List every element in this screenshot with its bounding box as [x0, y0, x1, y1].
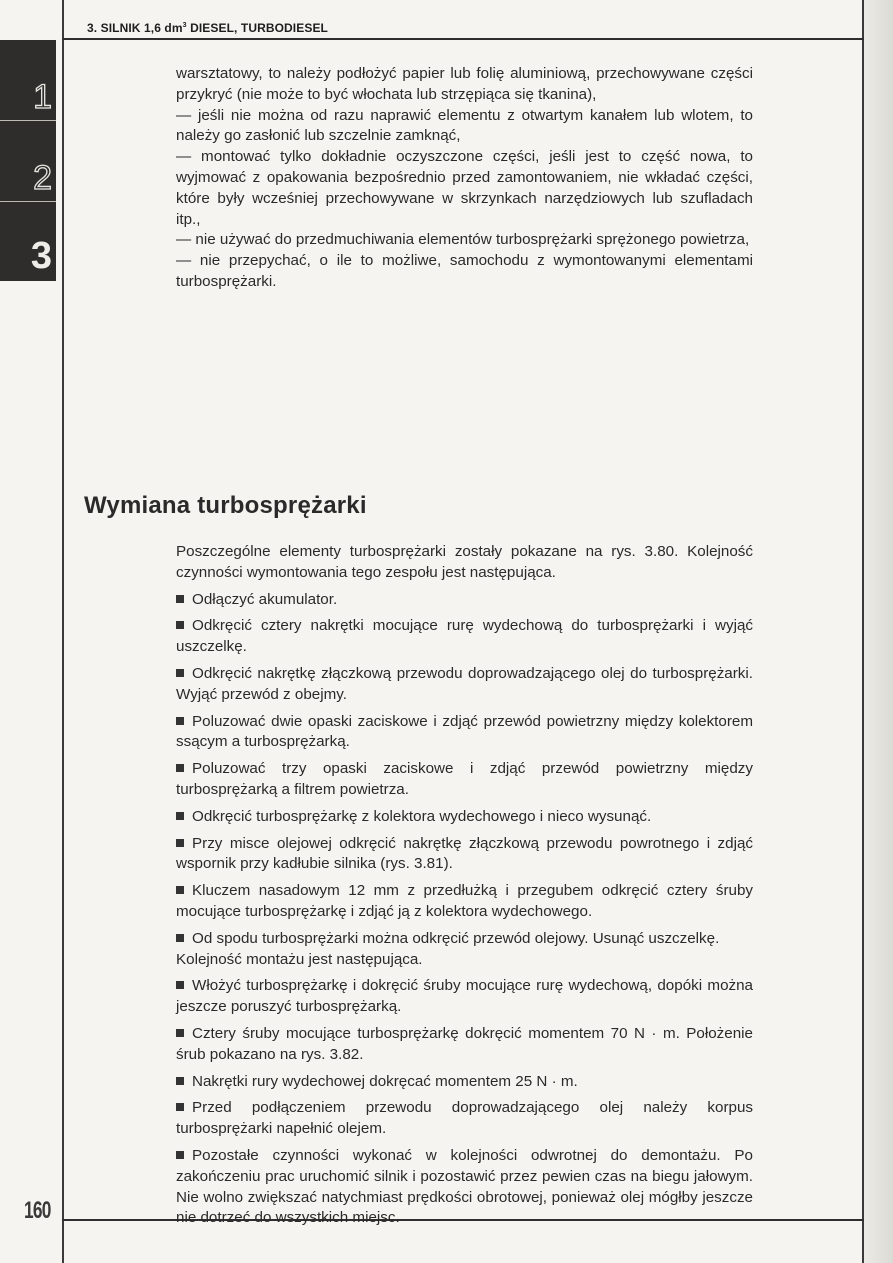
running-head-superscript: 3 — [182, 22, 187, 29]
square-bullet-icon — [176, 1103, 184, 1111]
square-bullet-icon — [176, 886, 184, 894]
square-bullet-icon — [176, 981, 184, 989]
removal-step-text: Poluzować trzy opaski zaciskowe i zdjąć przewód powietrzny między turbosprężarką a filtrem powietrza. — [176, 760, 753, 798]
section-intro: Poszczególne elementy turbosprężarki zostały pokazane na rys. 3.80. Kolejność czynności wymontowania tego zespołu jest następująca. — [176, 543, 753, 581]
assembly-step-text: Cztery śruby mocujące turbosprężarkę dokręcić momentem 70 N · m. Położenie śrub pokazano na rys. 3.82. — [176, 1024, 753, 1063]
assembly-step-text: Nakrętki rury wydechowej dokręcać momentem 25 N · m. — [192, 1072, 578, 1090]
dash-list-item: — jeśli nie można od razu naprawić elementu z otwartym kanałem lub wlotem, to należy go zasłonić lub szczelnie zamknąć, — [176, 106, 753, 145]
dash-list-item: — montować tylko dokładnie oczyszczone części, jeśli jest to część nowa, to wyjmować z opakowania bezpośrednio przed zamontowaniem, nie wkładać części, które były wcześniej przechowywane w skrzynkach narzędziowych lub szufladach itp., — [176, 148, 753, 228]
removal-step — [176, 590, 753, 611]
assembly-step-text: Przed podłączeniem przewodu doprowadzającego olej należy korpus turbosprężarki napełnić olejem. — [176, 1099, 753, 1138]
chapter-tab-1-label: 1 — [33, 78, 52, 116]
continuation-text — [176, 64, 753, 293]
square-bullet-icon — [176, 934, 184, 942]
square-bullet-icon — [176, 1151, 184, 1159]
square-bullet-icon — [176, 621, 184, 629]
assembly-step — [176, 1024, 753, 1066]
page-edge-shadow — [863, 0, 893, 1263]
removal-step-text: Poluzować dwie opaski zaciskowe i zdjąć przewód powietrzny między kolektorem ssącym a turbosprężarką. — [176, 712, 753, 751]
removal-step — [176, 834, 753, 876]
removal-step-text: Od spodu turbosprężarki można odkręcić przewód olejowy. Usunąć uszczelkę. — [192, 929, 720, 947]
removal-step — [176, 807, 753, 828]
assembly-step — [176, 1098, 753, 1140]
square-bullet-icon — [176, 717, 184, 725]
chapter-tab-2-label: 2 — [33, 159, 52, 197]
left-frame-rule — [62, 0, 64, 1263]
assembly-intro: Kolejność montażu jest następująca. — [176, 950, 423, 968]
removal-step-text: Odłączyć akumulator. — [192, 590, 338, 608]
assembly-step — [176, 1072, 753, 1093]
page-number: 160 — [24, 1197, 51, 1224]
running-head — [87, 21, 328, 35]
dash-list-item: — nie przepychać, o ile to możliwe, samochodu z wymontowanymi elementami turbosprężarki. — [176, 252, 753, 290]
assembly-step — [176, 1146, 753, 1229]
chapter-tab-3-label: 3 — [30, 235, 52, 277]
removal-step-text: Kluczem nasadowym 12 mm z przedłużką i przegubem odkręcić cztery śruby mocujące turbosprężarkę i zdjąć ją z kolektora wydechowego. — [176, 882, 753, 920]
removal-step-text: Przy misce olejowej odkręcić nakrętkę złączkową przewodu powrotnego i zdjąć wspornik przy kadłubie silnika (rys. 3.81). — [176, 834, 753, 873]
square-bullet-icon — [176, 669, 184, 677]
section-title: Wymiana turbosprężarki — [84, 492, 367, 519]
removal-step-text: Odkręcić turbosprężarkę z kolektora wydechowego i nieco wysunąć. — [192, 807, 652, 825]
assembly-step-text: Pozostałe czynności wykonać w kolejności odwrotnej do demontażu. Po zakończeniu prac uruchomić silnik i pozostawić przez pewien czas na biegu jałowym. Nie wolno zwiększać natychmiast prędkości obrotowej, ponieważ olej mógłby jeszcze nie dotrzeć do wszystkich miejsc. — [176, 1146, 753, 1227]
section-body — [176, 542, 753, 1235]
square-bullet-icon — [176, 812, 184, 820]
running-head-prefix: 3. SILNIK 1,6 dm — [87, 21, 183, 35]
right-frame-rule — [862, 0, 864, 1263]
continuation-paragraph: warsztatowy, to należy podłożyć papier lub folię aluminiową, przechowywane części przykryć (nie może to być włochata lub strzępiąca się tkanina), — [176, 65, 753, 103]
assembly-step — [176, 976, 753, 1018]
assembly-step-text: Włożyć turbosprężarkę i dokręcić śruby mocujące rurę wydechową, dopóki można jeszcze poruszyć turbosprężarką. — [176, 977, 753, 1016]
removal-step — [176, 712, 753, 754]
square-bullet-icon — [176, 839, 184, 847]
square-bullet-icon — [176, 595, 184, 603]
chapter-tab-3-active — [0, 201, 56, 281]
removal-step — [176, 616, 753, 658]
removal-step — [176, 881, 753, 923]
square-bullet-icon — [176, 1029, 184, 1037]
header-rule — [62, 38, 864, 40]
removal-step — [176, 664, 753, 706]
square-bullet-icon — [176, 764, 184, 772]
chapter-tab-1 — [0, 40, 56, 120]
removal-step — [176, 929, 753, 950]
square-bullet-icon — [176, 1077, 184, 1085]
chapter-tab-2 — [0, 120, 56, 201]
removal-step-text: Odkręcić cztery nakrętki mocujące rurę wydechową do turbosprężarki i wyjąć uszczelkę. — [176, 617, 753, 656]
removal-step — [176, 759, 753, 801]
running-head-suffix: DIESEL, TURBODIESEL — [186, 21, 328, 35]
removal-step-text: Odkręcić nakrętkę złączkową przewodu doprowadzającego olej do turbosprężarki. Wyjąć przewód z obejmy. — [176, 664, 753, 703]
dash-list-item: — nie używać do przedmuchiwania elementów turbosprężarki sprężonego powietrza, — [176, 231, 750, 249]
